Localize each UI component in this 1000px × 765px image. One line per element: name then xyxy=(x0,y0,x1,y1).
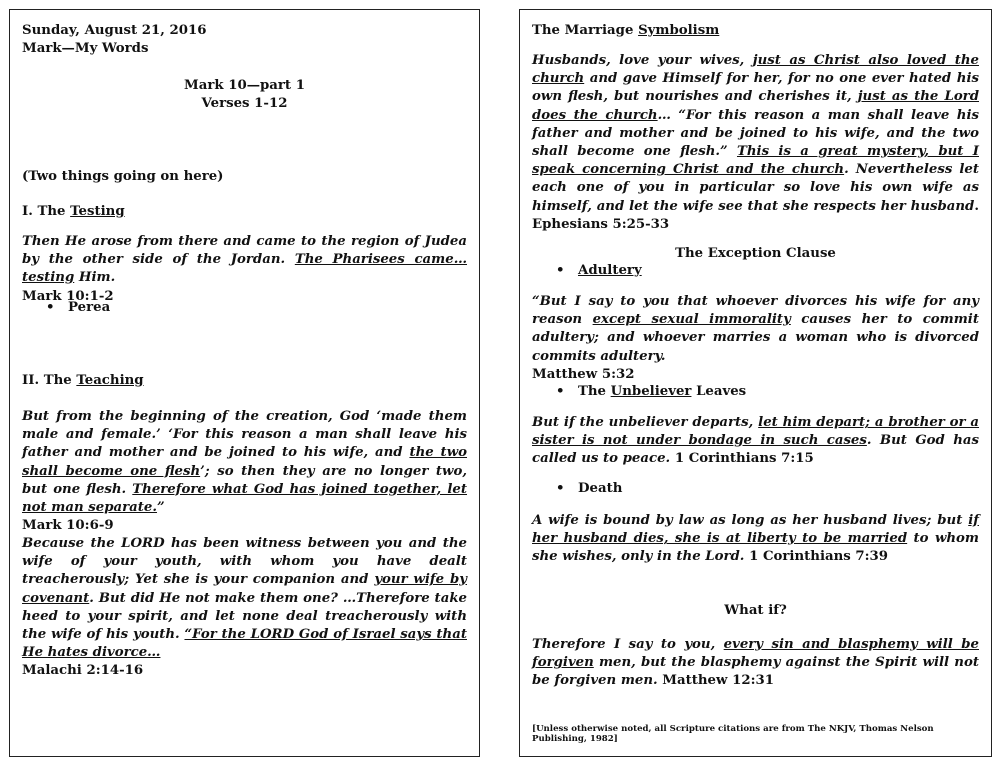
quote-block: “But I say to you that whoever divorces his wife for any reason except sexual immorality causes her to commit adultery; and whoever marries a woman who is divorced commits adultery. Matthew 5:32 xyxy=(532,294,979,382)
scripture-ref: Ephesians 5:25-33 xyxy=(532,216,670,232)
bullet-item: • Death xyxy=(556,481,623,496)
bullet-item: • The Unbeliever Leaves xyxy=(556,384,747,399)
right-page xyxy=(519,9,992,757)
scripture-ref: Mark 10:6-9 xyxy=(22,518,114,534)
bullet-item: • Adultery xyxy=(556,263,642,278)
scripture-ref: Matthew 12:31 xyxy=(657,673,775,689)
quote-block: But from the beginning of the creation, God ‘made them male and female.’ ‘For this reason a man shall leave his father and mother and be joined to his wife, and the two shall become one flesh’; so then they are no longer two, but one flesh. Therefore what God has joined together, let not man separate.” Mark 10:6-9 xyxy=(22,409,468,534)
scripture-ref: Matthew 5:32 xyxy=(532,366,635,382)
verses: Verses 1-12 xyxy=(201,96,288,111)
scripture-ref: 1 Corinthians 7:15 xyxy=(670,451,814,467)
date: Sunday, August 21, 2016 xyxy=(22,23,207,38)
left-page xyxy=(9,9,480,757)
section-heading: The Marriage Symbolism xyxy=(532,23,720,38)
footnote: [Unless otherwise noted, all Scripture citations are from The NKJV, Thomas Nelson Publishing, 1982] xyxy=(532,724,934,744)
quote-block: Because the LORD has been witness between you and the wife of your youth, with whom you have dealt treacherously; Yet she is your companion and your wife by covenant. But did He not make them one? …Therefore take heed to your spirit, and let none deal treacherously with the wife of his youth. “For the LORD God of Israel says that He hates divorce… Malachi 2:14-16 xyxy=(22,536,467,679)
section-heading-1: I. The Testing xyxy=(22,204,125,219)
series-title: Mark—My Words xyxy=(22,41,149,56)
whatif-title: What if? xyxy=(724,603,787,618)
quote-block: Therefore I say to you, every sin and blasphemy will be forgiven men, but the blasphemy against the Spirit will not be forgiven men. Matthew 12:31 xyxy=(532,637,980,689)
quote-block: A wife is bound by law as long as her husband lives; but if her husband dies, she is at liberty to be married to whom she wishes, only in the Lord. 1 Corinthians 7:39 xyxy=(532,513,979,565)
intro: (Two things going on here) xyxy=(22,169,224,184)
quote-block: Husbands, love your wives, just as Christ also loved the church and gave Himself for her, for no one ever hated his own flesh, but nourishes and cherishes it, just as the Lord does the church… “For this reason a man shall leave his father and mother and be joined to his wife, and the two shall become one flesh.” This is a great mystery, but I speak concerning Christ and the church. Nevertheless let each one of you in particular so love his own wife as himself, and let the wife see that she respects her husband. Ephesians 5:25-33 xyxy=(532,53,980,232)
section-heading-2: II. The Teaching xyxy=(22,373,144,388)
exception-title: The Exception Clause xyxy=(675,246,836,261)
passage: Mark 10—part 1 xyxy=(184,78,305,93)
quote-block: Then He arose from there and came to the region of Judea by the other side of the Jordan. The Pharisees came…testing Him. Mark 10:1-2 xyxy=(22,234,467,304)
section-title-2: Teaching xyxy=(76,373,144,388)
quote-block: But if the unbeliever departs, let him depart; a brother or a sister is not under bondage in such cases. But God has called us to peace. 1 Corinthians 7:15 xyxy=(532,415,980,467)
section-title-1: Testing xyxy=(70,204,125,219)
scripture-ref: 1 Corinthians 7:39 xyxy=(744,549,889,565)
scripture-ref: Malachi 2:14-16 xyxy=(22,663,144,679)
bullet-item: • Perea xyxy=(46,300,111,315)
scripture-ref: Mark 10:1-2 xyxy=(22,288,114,304)
